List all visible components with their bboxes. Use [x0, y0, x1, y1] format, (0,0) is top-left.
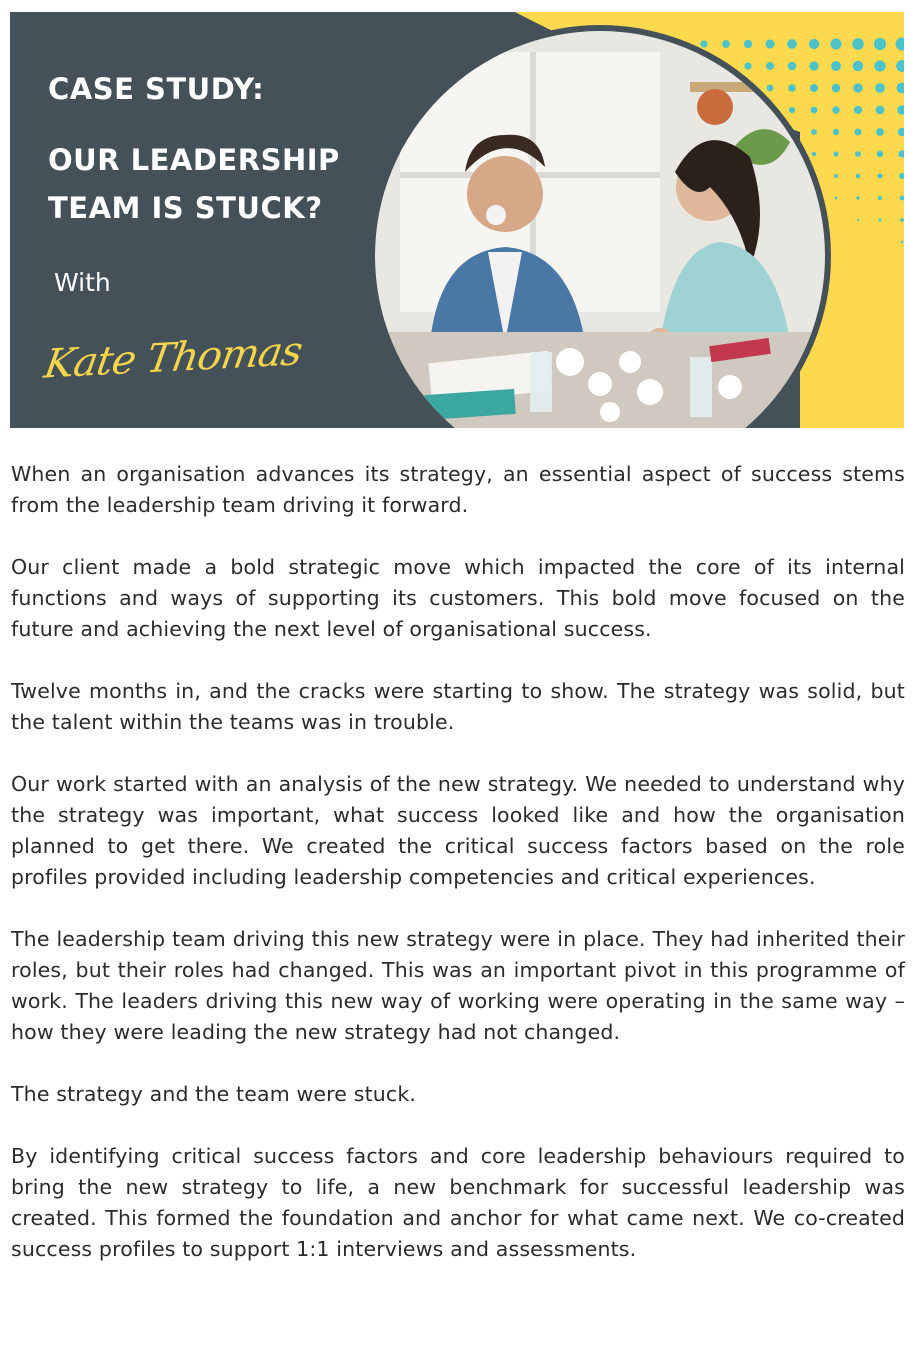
dot: [811, 107, 818, 114]
dot: [853, 61, 864, 72]
dot: [877, 173, 882, 178]
paragraph-client-move: Our client made a bold strategic move which impacted the core of its internal functions and ways of supporting its customers. This bold move focused on the future and achieving the next level of organisational success.: [11, 555, 905, 641]
dot: [855, 151, 861, 157]
dot: [832, 106, 840, 114]
dot: [835, 197, 838, 200]
dot: [879, 219, 882, 222]
paragraph-leadership-team: The leadership team driving this new strategy were in place. They had inherited their roles, but their roles had changed. This was an important pivot in this programme of work. The leaders driving this new way of working were operating in the same way – how they were leading the new strategy had not changed.: [11, 927, 905, 1044]
dot: [876, 128, 884, 136]
author-signature: Kate Thomas: [41, 328, 305, 388]
paragraph-benchmark: By identifying critical success factors and core leadership behaviours required to bring the new strategy to life, a new benchmark for successful leadership was created. This formed the foundation and anchor for what came next. We co-created success profiles to support 1:1 interviews and assessments.: [11, 1144, 905, 1261]
dot: [809, 39, 819, 49]
dot: [744, 40, 752, 48]
dot: [809, 61, 818, 70]
dot: [856, 174, 861, 179]
paragraph-intro: When an organisation advances its strategy, an essential aspect of success stems from the leadership team driving it forward.: [11, 462, 905, 517]
dot: [875, 83, 885, 93]
dot: [700, 40, 707, 47]
dot: [831, 61, 841, 71]
dot: [852, 38, 864, 50]
title-line-1: CASE STUDY:: [48, 72, 265, 106]
dot: [830, 38, 841, 49]
dot: [789, 107, 795, 113]
dot: [834, 174, 838, 178]
dot: [788, 62, 797, 71]
title-line-3: TEAM IS STUCK?: [48, 191, 323, 225]
with-label: With: [54, 268, 111, 297]
dot: [874, 60, 885, 71]
dot: [810, 84, 818, 92]
dot: [811, 129, 817, 135]
dot: [854, 106, 862, 114]
dot: [722, 40, 730, 48]
title-line-2: OUR LEADERSHIP: [48, 143, 340, 177]
dot: [874, 38, 886, 50]
case-study-banner: [10, 12, 904, 428]
dot: [766, 62, 774, 70]
dot: [788, 84, 795, 91]
dot: [765, 39, 774, 48]
dot: [832, 84, 841, 93]
paragraph-stuck: The strategy and the team were stuck.: [11, 1082, 417, 1106]
paragraph-analysis: Our work started with an analysis of the new strategy. We needed to understand why the strategy was important, what success looked like and how the organisation planned to get there. We created the critical success factors based on the role profiles provided including leadership competencies and critical experiences.: [11, 772, 905, 889]
dot: [744, 62, 751, 69]
dot: [900, 218, 904, 222]
dot: [877, 151, 884, 158]
dot: [901, 241, 903, 243]
dot: [857, 219, 859, 221]
dot: [878, 196, 882, 200]
dot: [833, 151, 838, 156]
dot: [833, 129, 839, 135]
dot: [854, 128, 861, 135]
dot: [876, 106, 885, 115]
dot: [767, 85, 774, 92]
dot: [856, 196, 860, 200]
case-study-body: [11, 459, 905, 1296]
dot: [853, 83, 862, 92]
dot: [812, 152, 817, 157]
dot: [787, 39, 797, 49]
paragraph-cracks: Twelve months in, and the cracks were starting to show. The strategy was solid, but the talent within the teams was in trouble.: [11, 679, 905, 734]
